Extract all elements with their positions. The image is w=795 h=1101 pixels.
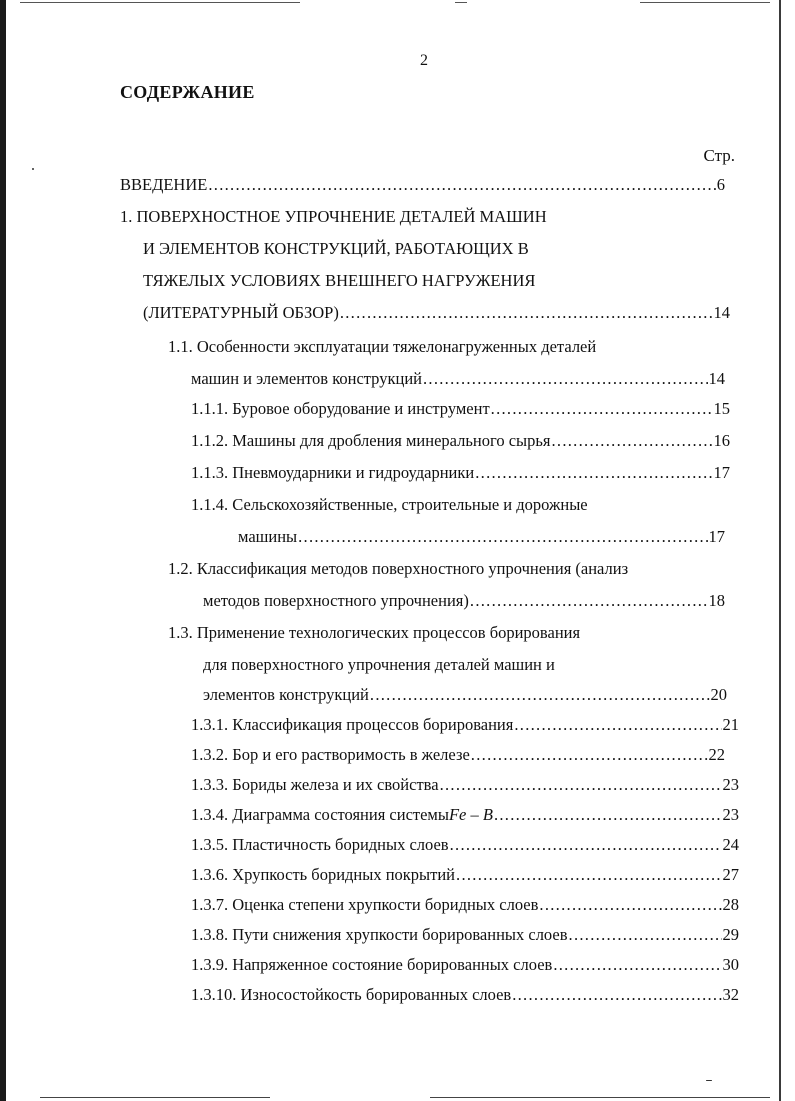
toc-leader-dots [298,524,707,550]
toc-entry-page: 28 [722,895,739,914]
toc-entry-title: 1.3.2. Бор и его растворимость в железе [191,745,470,764]
toc-entry-title: 1.3.5. Пластичность боридных слоев [191,835,449,854]
scan-speck [706,1080,712,1081]
toc-entry-title: 1.3.8. Пути снижения хрупкости борированных слоев [191,925,568,944]
toc-entry-page: 23 [722,775,739,794]
toc-entry-title: 1.3.4. Диаграмма состояния системы [191,805,449,824]
toc-leader-dots [208,172,715,198]
toc-entry-title: И ЭЛЕМЕНТОВ КОНСТРУКЦИЙ, РАБОТАЮЩИХ В [143,239,529,258]
toc-formula: Fe – B [448,805,493,824]
toc-entry [191,712,739,738]
toc-entry-continued [143,300,730,326]
toc-entry [191,396,730,422]
toc-leader-dots [551,428,712,454]
scan-edge-left [0,0,6,1101]
toc-heading: СОДЕРЖАНИЕ [120,82,255,102]
toc-entry-continued [191,366,725,392]
toc-entry-page: 15 [713,399,730,418]
toc-entry [191,428,730,454]
scan-top-line [20,2,300,3]
toc-entry-title: 1.3.9. Напряженное состояние борированных слоев [191,955,553,974]
toc-entry [191,862,739,888]
toc-leader-dots [370,682,710,708]
toc-entry-continued [238,524,725,550]
toc-entry-continued [203,588,725,614]
toc-entry [191,922,739,948]
toc-entry-page: 23 [722,805,739,824]
toc-leader-dots [450,832,722,858]
toc-leader-dots [470,588,708,614]
toc-entry-title: 1.3.10. Износостойкость борированных слоев [191,985,512,1004]
toc-entry-title: 1.3. Применение технологических процессов борирования [168,623,581,642]
toc-entry-continued [203,652,730,678]
toc-entry-title: (ЛИТЕРАТУРНЫЙ ОБЗОР) [143,303,339,322]
toc-entry-continued [143,268,730,294]
toc-entry [168,620,730,646]
toc-entry-title: 1.3.1. Классификация процессов борирования [191,715,514,734]
scan-speck [32,168,34,170]
toc-entry-title: машин и элементов конструкций [191,369,422,388]
toc-entry-title: ТЯЖЕЛЫХ УСЛОВИЯХ ВНЕШНЕГО НАГРУЖЕНИЯ [143,271,536,290]
toc-entry-title: 1.3.3. Бориды железа и их свойства [191,775,439,794]
toc-entry [120,204,730,230]
toc-leader-dots [494,802,722,828]
toc-entry [191,982,739,1008]
toc-entry-title: элементов конструкций [203,685,369,704]
toc-leader-dots [569,922,722,948]
toc-leader-dots [440,772,722,798]
toc-entry [191,772,739,798]
toc-entry-title: 1.1.4. Сельскохозяйственные, строительные и дорожные [191,495,588,514]
toc-leader-dots [512,982,721,1008]
toc-entry-page: 24 [722,835,739,854]
scan-bottom-line [430,1097,770,1098]
toc-leader-dots [456,862,721,888]
toc-entry-page: 27 [722,865,739,884]
toc-entry-page: 22 [708,745,725,764]
toc-entry-continued [203,682,727,708]
toc-entry-page: 17 [713,463,730,482]
toc-leader-dots [471,742,708,768]
toc-entry-title: 1.1.2. Машины для дробления минерального сырья [191,431,551,450]
toc-entry-page: 16 [713,431,730,450]
scan-top-line [455,2,467,3]
toc-entry-page: 6 [716,175,725,194]
toc-entry-title: 1.1.3. Пневмоударники и гидроударники [191,463,475,482]
toc-entry [191,892,739,918]
toc-leader-dots [491,396,713,422]
toc-entry [191,492,730,518]
toc-entry-title: 1. ПОВЕРХНОСТНОЕ УПРОЧНЕНИЕ ДЕТАЛЕЙ МАШИН [120,207,547,226]
toc-entry [120,172,725,198]
toc-leader-dots [514,712,721,738]
toc-leader-dots [340,300,713,326]
toc-entry [191,952,739,978]
toc-entry-page: 29 [722,925,739,944]
scan-top-line [640,2,770,3]
toc-entry-page: 14 [713,303,730,322]
toc-entry-title: 1.2. Классификация методов поверхностного упрочнения (анализ [168,559,629,578]
toc-entry-page: 17 [708,527,725,546]
toc-entry-page: 30 [722,955,739,974]
toc-entry-page: 32 [722,985,739,1004]
toc-leader-dots [423,366,708,392]
toc-entry [191,802,739,828]
toc-entry [168,556,730,582]
toc-leader-dots [553,952,721,978]
toc-entry-title: 1.3.6. Хрупкость боридных покрытий [191,865,456,884]
toc-entry-title: 1.1.1. Буровое оборудование и инструмент [191,399,490,418]
toc-entry-title: ВВЕДЕНИЕ [120,175,208,194]
toc-entry-page: 14 [708,369,725,388]
page-column-label: Стр. [703,146,735,165]
toc-entry [191,742,725,768]
toc-entry-title: методов поверхностного упрочнения) [203,591,469,610]
toc-entry [191,460,730,486]
toc-entry [191,832,739,858]
toc-entry-title: машины [238,527,298,546]
toc-entry-continued [143,236,730,262]
toc-entry-page: 20 [710,685,727,704]
toc-entry-page: 21 [722,715,739,734]
toc-leader-dots [475,460,712,486]
toc-entry-title: для поверхностного упрочнения деталей машин и [203,655,555,674]
toc-leader-dots [539,892,721,918]
toc-entry-page: 18 [708,591,725,610]
toc-entry-title: 1.1. Особенности эксплуатации тяжелонагруженных деталей [168,337,597,356]
scan-bottom-line [40,1097,270,1098]
page-number: 2 [420,52,428,69]
toc-entry [168,334,730,360]
toc-entry-title: 1.3.7. Оценка степени хрупкости боридных слоев [191,895,539,914]
scan-edge-right [779,0,781,1101]
